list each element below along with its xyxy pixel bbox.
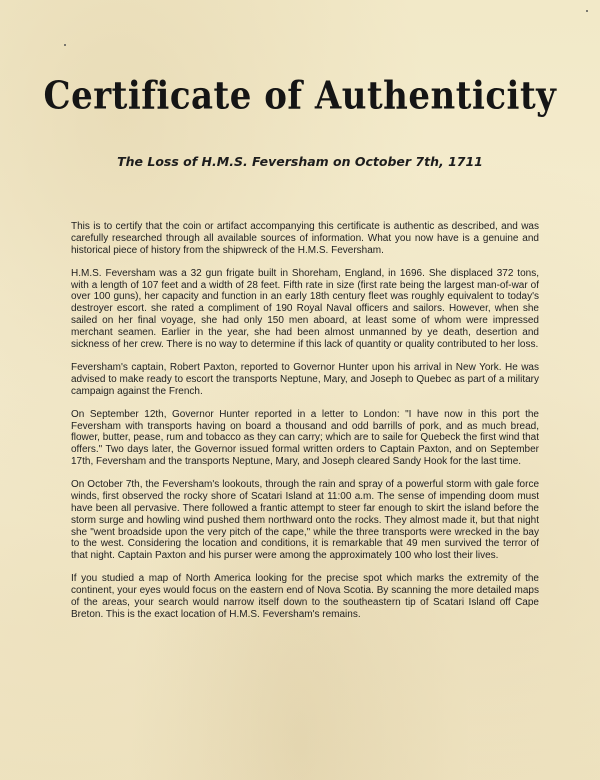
certificate-body	[71, 221, 539, 632]
paragraph-ship-description: H.M.S. Feversham was a 32 gun frigate built in Shoreham, England, in 1696. She displaced 372 tons, with a length of 107 feet and a width of 28 feet. Fifth rate in size (first rate being the largest man-of-war of over 100 guns), her capacity and function in an early 18th century fleet was roughly equivalent to today's destroyer escort. she rated a compliment of 190 Royal Naval officers and sailors. However, when she sailed on her final voyage, she had only 150 men aboard, at least some of whom were impressed merchant seamen. Earlier in the year, she had been almost unmanned by ye death, desertion and sickness of her crew. There is no way to determine if this lack of quantity or quality contributed to her loss.	[71, 267, 539, 350]
paragraph-certification: This is to certify that the coin or artifact accompanying this certificate is authentic as described, and was carefully researched through all available sources of information. What you now have is a genuine and historical piece of history from the shipwreck of the H.M.S. Feversham.	[71, 221, 539, 256]
certificate-subtitle: The Loss of H.M.S. Feversham on October 7th, 1711	[117, 154, 483, 169]
paragraph-captain: Feversham's captain, Robert Paxton, reported to Governor Hunter upon his arrival in New York. He was advised to make ready to escort the transports Neptune, Mary, and Joseph to Quebec as part of a military campaign against the French.	[71, 361, 539, 397]
paragraph-location: If you studied a map of North America looking for the precise spot which marks the extremity of the continent, your eyes would focus on the eastern end of Nova Scotia. By scanning the more detailed maps of the areas, your search would narrow itself down to the southeastern tip of Scatari Island off Cape Breton. This is the exact location of H.M.S. Feversham's remains.	[71, 573, 539, 620]
paper-speck	[64, 44, 66, 46]
paragraph-governor-letter: On September 12th, Governor Hunter reported in a letter to London: "I have now in this port the Feversham with transports having on board a thousand and odd barrills of pork, and as much bread, flower, butter, pease, rum and tobacco as they can carry; which are to saile for Quebeck the first wind that offers." Two days later, the Governor issued formal written orders to Captain Paxton, and on September 17th, Feversham and the transports Neptune, Mary, and Joseph cleared Sandy Hook for the last time.	[71, 408, 539, 468]
paper-speck	[586, 10, 588, 12]
paragraph-shipwreck: On October 7th, the Feversham's lookouts, through the rain and spray of a powerful storm with gale force winds, first observed the rocky shore of Scatari Island at 11:00 a.m. The sense of impending doom must have been all pervasive. There followed a frantic attempt to steer far enough to skirt the island before the storm surge and howling wind pushed them northward onto the rocks. They almost made it, but that night she "went broadside upon the very pitch of the cape," while the three transports were wrecked in the bay to the west. Considering the location and conditions, it is remarkable that 49 men survived the terror of that night. Captain Paxton and his purser were among the approximately 100 who lost their lives.	[71, 479, 539, 562]
certificate-title: Certificate of Authenticity	[43, 73, 557, 119]
